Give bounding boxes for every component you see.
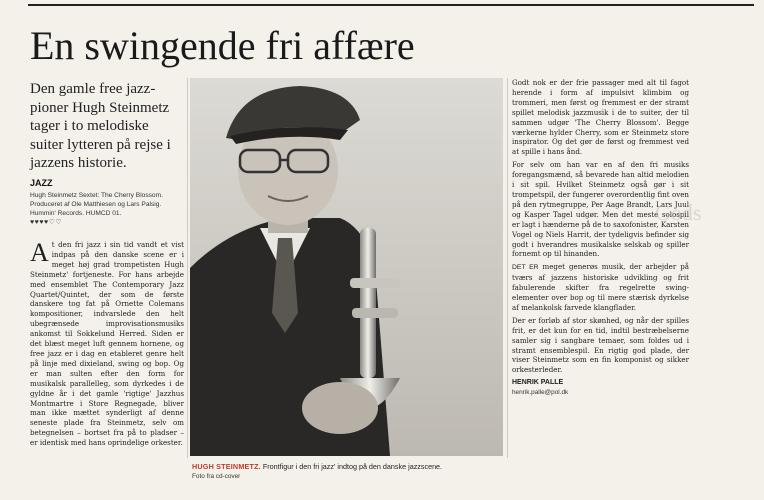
article-headline: En swingende fri affære (30, 23, 415, 68)
author-signature: HENRIK PALLE (512, 379, 564, 387)
paragraph-lead-caps: DET ER (512, 264, 539, 272)
column-text: t den fri jazz i sin tid vandt et vist indpas på den danske scene er i meget høj grad trompetisten Hugh Steinmetz' fortjeneste. For hans arbejde med ensemblet The Contemporary Jazz Quartet/Quintet, der som de første danskere tog fat på Ornette Colemans kompositioner, indvarslede den helt ubegrænsede improvisationsmusiks ankomst til Sokkelund Herred. Siden er det blæst meget luft gennem hornene, og free jazz er i dag en etableret genre helt på linje med dixieland, swing og bop. Og er man sulten efter den form for musikalsk parallelleg, som dyrkedes i de gyldne år i det gamle 'rigtige' Jazzhus Montmartre i Store Regnegade, bliver man ikke mættet synderligt af denne seneste plade fra Steinmetz, selv om betegnelsen – bortset fra på to pladser – er identisk med hans oprindelige orkester. (30, 240, 184, 448)
review-factbox (30, 191, 180, 227)
caption-text: Frontfigur i den fri jazz' indtog på den danske jazzscene. (262, 462, 443, 471)
caption-name: HUGH STEINMETZ. (192, 462, 261, 471)
factbox-line: Hugh Steinmetz Sextet: The Cherry Blossom. (30, 192, 163, 199)
article-ingress: Den gamle free jazz-pioner Hugh Steinmetz tager i to melodiske suiter lytteren på rejse i jazzens historie. (30, 81, 171, 171)
photo-caption (192, 462, 502, 480)
column-divider (187, 78, 188, 458)
top-rule (28, 4, 754, 6)
article-column-1 (30, 240, 184, 448)
paragraph: For selv om han var en af den fri musiks foregangsmænd, så bevarede han altid melodien i sit spil. Hvilket Steinmetz også gør i sit trompetspil, der fungerer overordentlig fint oven på den rytmegruppe, Per Aage Brandt, Lars Juul og Kasper Tagel udgør. Men det meste solospil er lagt i hænderne på de to saxofonister, Karsten Vogel og Niels Harrit, der tydeligvis befinder sig godt i hverandres musikalske selskab og spiller fornemt op til hinanden. (512, 160, 689, 259)
paragraph: Godt nok er der frie passager med alt til fagot herende i form af impulsivt klimbim og trommeri, men først og fremmest er der stramt spillet melodisk jazzmusik i de to suiter, der til sammen udgør 'The Cherry Blossom'. Begge værkerne hylder Cherry, som er Steinmetz store inspirator. Og det gør de først og fremmest ved at spille i hans ånd. (512, 78, 689, 157)
trumpet-player-illustration (190, 78, 503, 456)
column-divider (507, 78, 508, 458)
paragraph-text: meget generøs musik, der arbejder på tværs af jazzens historiske udvikling og frit fabulerende skifter fra regelrette swing-elementer over bop og til mere stærisk dyrkelse af melankolsk farvede klangflader. (512, 262, 689, 312)
photo-credit: Foto fra cd-cover (192, 473, 241, 480)
author-email: henrik.palle@pol.dk (512, 389, 569, 397)
musician-photo (190, 78, 503, 456)
factbox-line: Hummin' Records. HUMCD 01. (30, 210, 122, 217)
paragraph: Der er forløb af stor skønhed, og når der spilles frit, er det kun for en tid, indtil bestræbelserne samler sig i sangbare temaer, som foldes ud i stramt ensemblespil. En rigtig god plade, der viser Steinmetz som en fin komponist og sikker orkesterleder. (512, 315, 689, 375)
show-through-text: Gods (655, 200, 702, 225)
drop-cap: A (30, 238, 49, 267)
paragraph (512, 262, 689, 313)
article-column-3 (512, 78, 689, 398)
section-label: JAZZ (30, 178, 53, 188)
factbox-line: Produceret af Ole Matthiesen og Lars Palsig. (30, 201, 162, 208)
rating-hearts: ♥♥♥♥♡♡ (30, 219, 63, 226)
